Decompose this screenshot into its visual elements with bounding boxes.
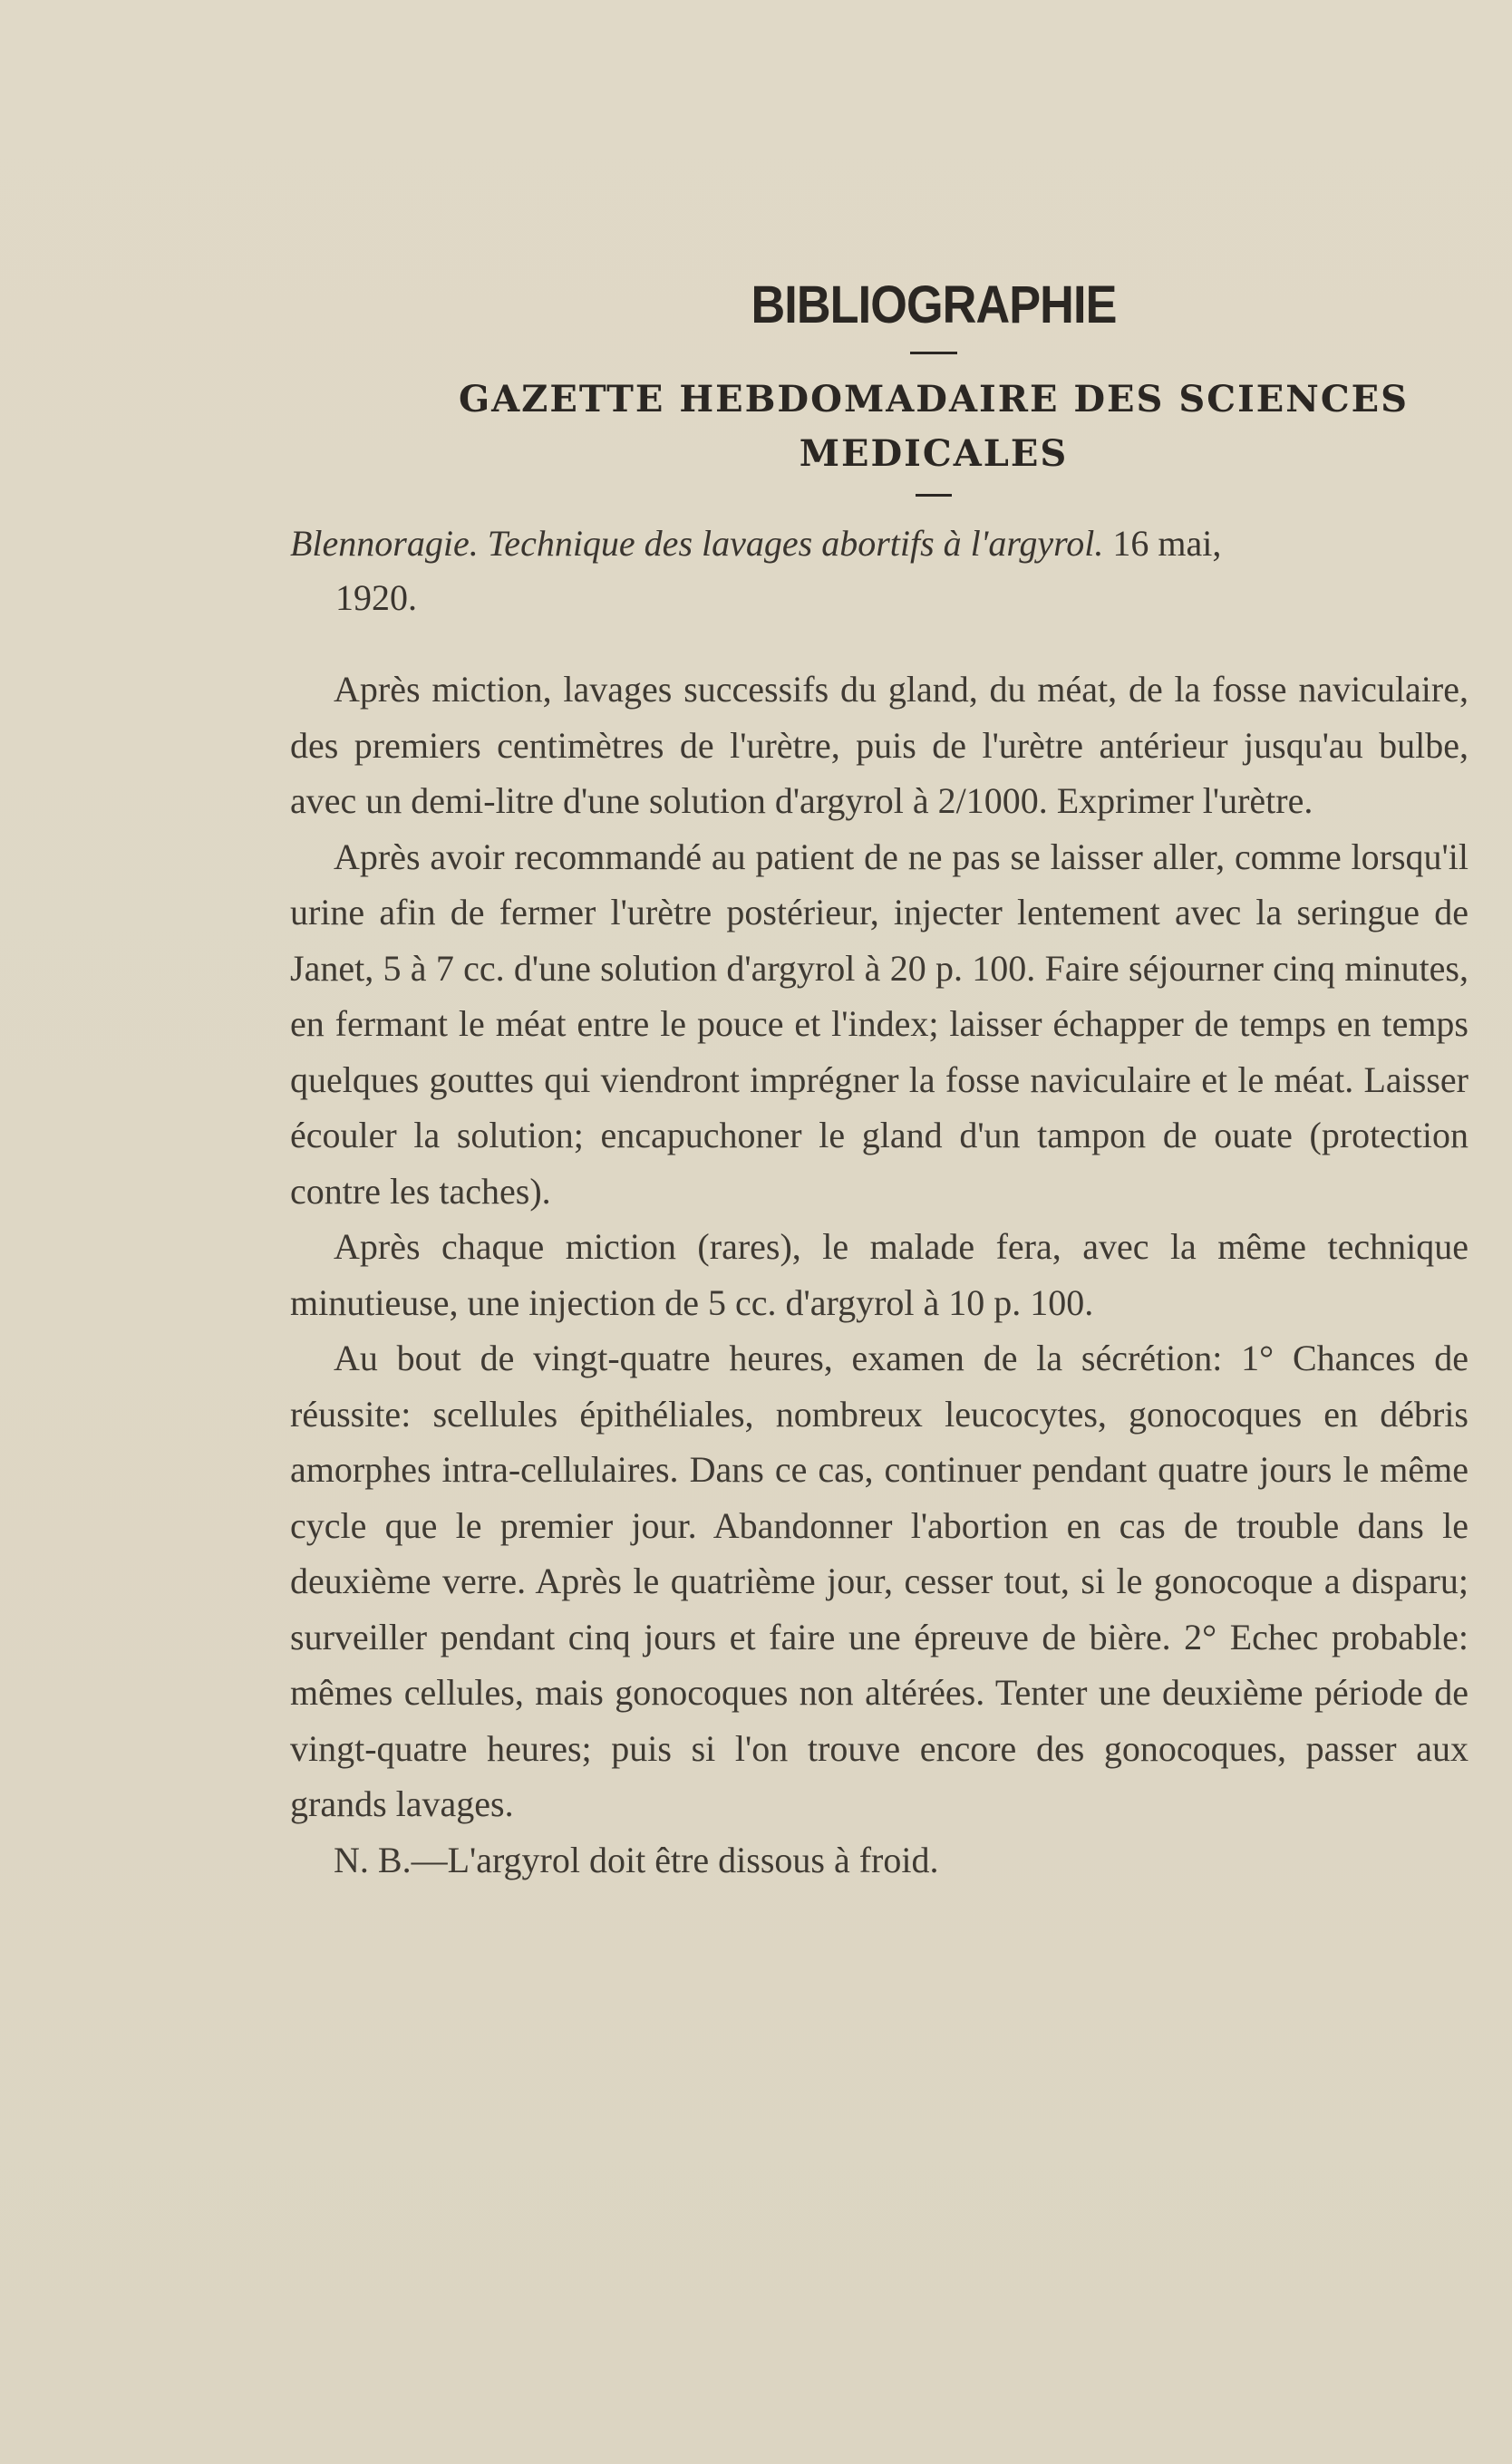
body-paragraph: Après miction, lavages successifs du gland, du méat, de la fosse naviculaire, des premiers centimètres de l'urètre, puis de l'urètre antérieur jusqu'au bulbe, avec un demi-litre d'une solution d'argyrol à 2/1000. Exprimer l'urètre. bbox=[290, 669, 1468, 821]
journal-heading-line1: GAZETTE HEBDOMADAIRE DES SCIENCES bbox=[458, 378, 1410, 420]
document-content bbox=[290, 265, 1468, 1888]
article-citation bbox=[290, 517, 1468, 625]
body-paragraph: Au bout de vingt-quatre heures, examen de la sécrétion: 1° Chances de réussite: scellules épithéliales, nombreux leucocytes, gonocoques en débris amorphes intra-cellulaires. Dans ce cas, continuer pendant quatre jours le même cycle que le premier jour. Abandonner l'abortion en cas de trouble dans le deuxième verre. Après le quatrième jour, cesser tout, si le gonocoque a disparu; surveiller pendant cinq jours et faire une épreuve de bière. 2° Echec probable: mêmes cellules, mais gonocoques non altérées. Tenter une deuxième période de vingt-quatre heures; puis si l'on trouve encore des gonocoques, passer aux grands lavages. bbox=[290, 1338, 1468, 1824]
page-title: BIBLIOGRAPHIE bbox=[751, 275, 1117, 334]
article-date-part1: 16 mai, bbox=[1112, 523, 1222, 564]
body-paragraph: Après chaque miction (rares), le malade fera, avec la même technique minutieuse, une injection de 5 cc. d'argyrol à 10 p. 100. bbox=[290, 1226, 1468, 1323]
body-paragraph: Après avoir recommandé au patient de ne pas se laisser aller, comme lorsqu'il urine afin de fermer l'urètre postérieur, injecter lentement avec la seringue de Janet, 5 à 7 cc. d'une solution d'argyrol à 20 p. 100. Faire séjourner cinq minutes, en fermant le méat entre le pouce et l'index; laisser échapper de temps en temps quelques gouttes qui viendront imprégner la fosse naviculaire et le méat. Laisser écouler la solution; encapuchoner le gland d'un tampon de ouate (protection contre les taches). bbox=[290, 836, 1468, 1212]
title-divider bbox=[910, 352, 957, 354]
journal-heading bbox=[344, 372, 1512, 481]
article-date-part2: 1920. bbox=[335, 577, 417, 618]
journal-divider bbox=[916, 494, 952, 497]
journal-heading-line2: MEDICALES bbox=[799, 432, 1069, 475]
article-title: Blennoragie. Technique des lavages abortifs à l'argyrol. bbox=[290, 523, 1104, 564]
body-paragraph: N. B.—L'argyrol doit être dissous à froid. bbox=[334, 1839, 939, 1880]
